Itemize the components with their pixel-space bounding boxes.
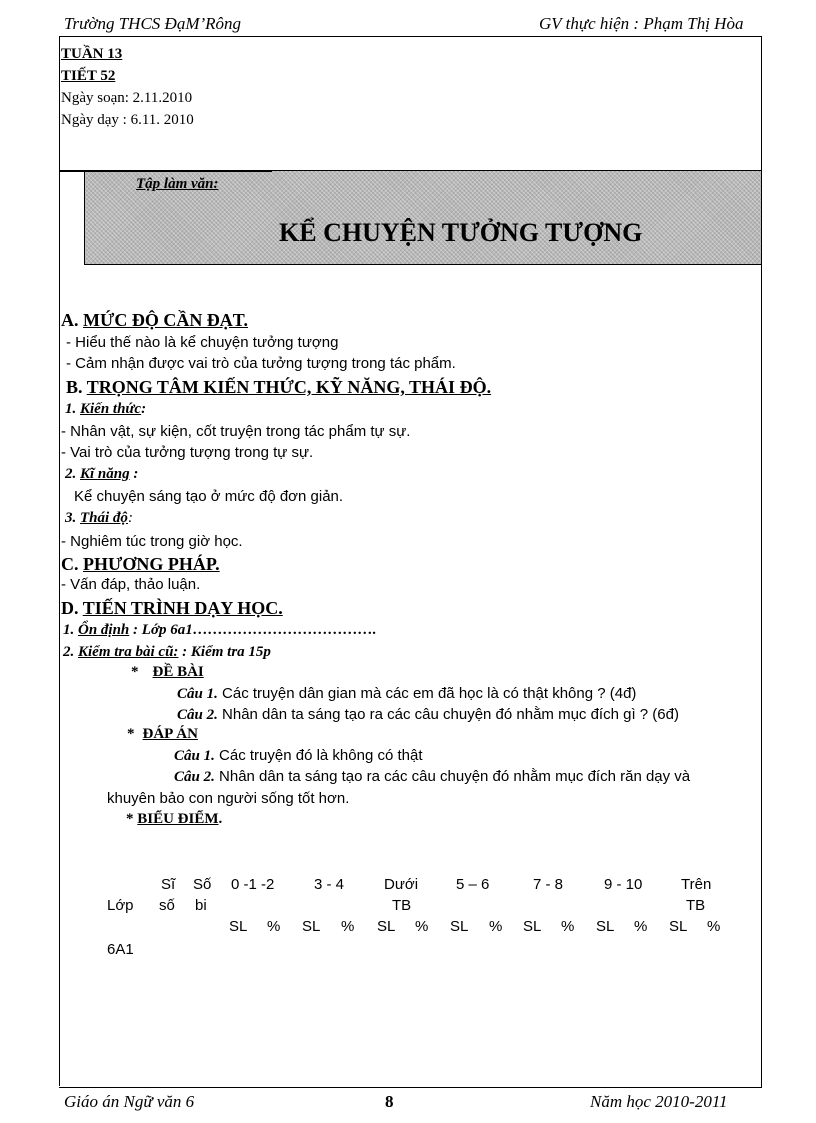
banner-rule [60,170,272,172]
answer-title: ĐÁP ÁN [142,726,198,742]
band-3-4: 3 - 4 [314,876,345,893]
section-c-heading [61,554,220,575]
question-2-text: Nhân dân ta sáng tạo ra các câu chuyện đó nhằm mục đích gì ? (6đ) [217,706,679,723]
attitude-title: Thái độ [80,510,128,526]
band-7-8: 7 - 8 [533,876,564,893]
footer-right: Năm học 2010-2011 [590,1092,728,1111]
step-1 [63,622,377,639]
step-1-num: 1. [63,622,78,638]
sub-pct-4: % [489,918,503,935]
question-1 [177,685,636,703]
attitude-num: 3. [65,510,80,526]
sub-sl-2: SL [302,918,321,935]
attitude-item: - Nghiêm túc trong giờ học. [61,533,243,550]
band-above-avg-tb: TB [686,897,706,914]
footer-left: Giáo án Ngữ văn 6 [64,1092,195,1111]
answer-1 [174,747,423,765]
page-frame-left [59,36,60,1086]
sub-sl-7: SL [669,918,688,935]
step-2 [63,644,271,661]
step-2-num: 2. [63,644,78,660]
section-c-item: - Vấn đáp, thảo luận. [61,576,201,593]
section-b-heading [66,377,491,398]
week-label: TUẦN 13 [61,46,123,62]
header-teacher: GV thực hiện : Phạm Thị Hòa [539,14,744,33]
section-d-heading [61,598,283,619]
col-siso-1: Sĩ [161,876,176,893]
exam-title: ĐỀ BÀI [152,664,204,680]
section-a-label: A. [61,310,83,330]
taught-date: Ngày dạy : 6.11. 2010 [61,112,194,128]
band-0-2: 0 -1 -2 [231,876,275,893]
col-siso-2: số [159,897,175,914]
knowledge-title: Kiến thức [80,401,142,417]
attitude-colon: : [127,510,133,526]
skill-colon: : [129,466,139,482]
prepared-date: Ngày soạn: 2.11.2010 [61,90,193,106]
question-2 [177,706,679,724]
sub-sl-6: SL [596,918,615,935]
sub-sl-3: SL [377,918,396,935]
knowledge-item-1: - Nhân vật, sự kiện, cốt truyện trong tác phẩm tự sự. [61,423,411,440]
col-sobi-1: Số [193,876,212,893]
banner-title: KỂ CHUYỆN TƯỞNG TƯỢNG [279,218,643,247]
section-c-title: PHƯƠNG PHÁP. [83,554,220,574]
sub-pct-6: % [634,918,648,935]
banner-subject: Tập làm văn: [136,176,219,192]
answer-heading [127,726,198,743]
score-dot: . [218,811,223,827]
question-1-text: Các truyện dân gian mà các em đã học là có thật không ? (4đ) [217,685,637,702]
sub-pct-1: % [267,918,281,935]
knowledge-heading [65,401,146,418]
sub-sl-5: SL [523,918,542,935]
knowledge-num: 1. [65,401,80,417]
section-a-item-2: - Cảm nhận được vai trò của tưởng tượng trong tác phẩm. [66,355,456,372]
sub-pct-3: % [415,918,429,935]
section-a-title: MỨC ĐỘ CẦN ĐẠT. [83,310,248,330]
step-2-title: Kiểm tra bài cũ: [78,644,179,660]
sub-pct-2: % [341,918,355,935]
skill-title: Kĩ năng [80,466,130,482]
exam-heading [131,664,204,681]
sub-sl-4: SL [450,918,469,935]
header-school: Trường THCS ĐạM’Rông [64,14,242,33]
step-1-title: Ổn định [78,622,130,638]
section-a-item-1: - Hiểu thế nào là kể chuyện tưởng tượng [66,334,339,351]
sub-pct-7: % [707,918,721,935]
score-title: BIỂU ĐIỂM [137,811,219,827]
skill-item: Kể chuyện sáng tạo ở mức độ đơn giản. [74,488,344,505]
knowledge-item-2: - Vai trò của tưởng tượng trong tự sự. [61,444,314,461]
skill-heading [65,466,138,483]
attitude-heading [65,510,133,527]
exam-star: * [131,664,139,680]
band-9-10: 9 - 10 [604,876,643,893]
step-1-rest: : Lớp 6a1………………………………. [129,622,377,638]
question-2-label: Câu 2. [177,707,218,723]
answer-2 [174,768,690,786]
lesson-label: TIẾT 52 [61,68,116,84]
answer-1-label: Câu 1. [174,748,215,764]
band-under-avg-tb: TB [392,897,412,914]
answer-2-continued: khuyên bảo con người sống tốt hơn. [107,790,350,807]
page-number: 8 [385,1092,394,1111]
band-5-6: 5 – 6 [456,876,490,893]
step-2-rest: : Kiểm tra 15p [178,644,271,660]
section-b-label: B. [66,377,87,397]
section-d-title: TIẾN TRÌNH DẠY HỌC. [82,598,283,618]
section-b-title: TRỌNG TÂM KIẾN THỨC, KỸ NĂNG, THÁI ĐỘ. [86,377,492,397]
section-a-heading [61,310,248,331]
section-c-label: C. [61,554,83,574]
score-heading [126,811,222,828]
sub-pct-5: % [561,918,575,935]
band-under-avg: Dưới [384,876,419,893]
sub-sl-1: SL [229,918,248,935]
answer-2-text: Nhân dân ta sáng tạo ra các câu chuyện đó nhằm mục đích răn dạy và [214,768,691,785]
col-sobi-2: bi [195,897,207,914]
knowledge-colon: : [141,401,147,417]
answer-2-label: Câu 2. [174,769,215,785]
question-1-label: Câu 1. [177,686,218,702]
band-above-avg: Trên [681,876,712,893]
col-class: Lớp [107,897,134,914]
answer-1-text: Các truyện đó là không có thật [214,747,423,764]
skill-num: 2. [65,466,80,482]
score-star: * [126,811,138,827]
row-6a1: 6A1 [107,941,134,958]
answer-star: * [127,726,135,742]
section-d-label: D. [61,598,83,618]
